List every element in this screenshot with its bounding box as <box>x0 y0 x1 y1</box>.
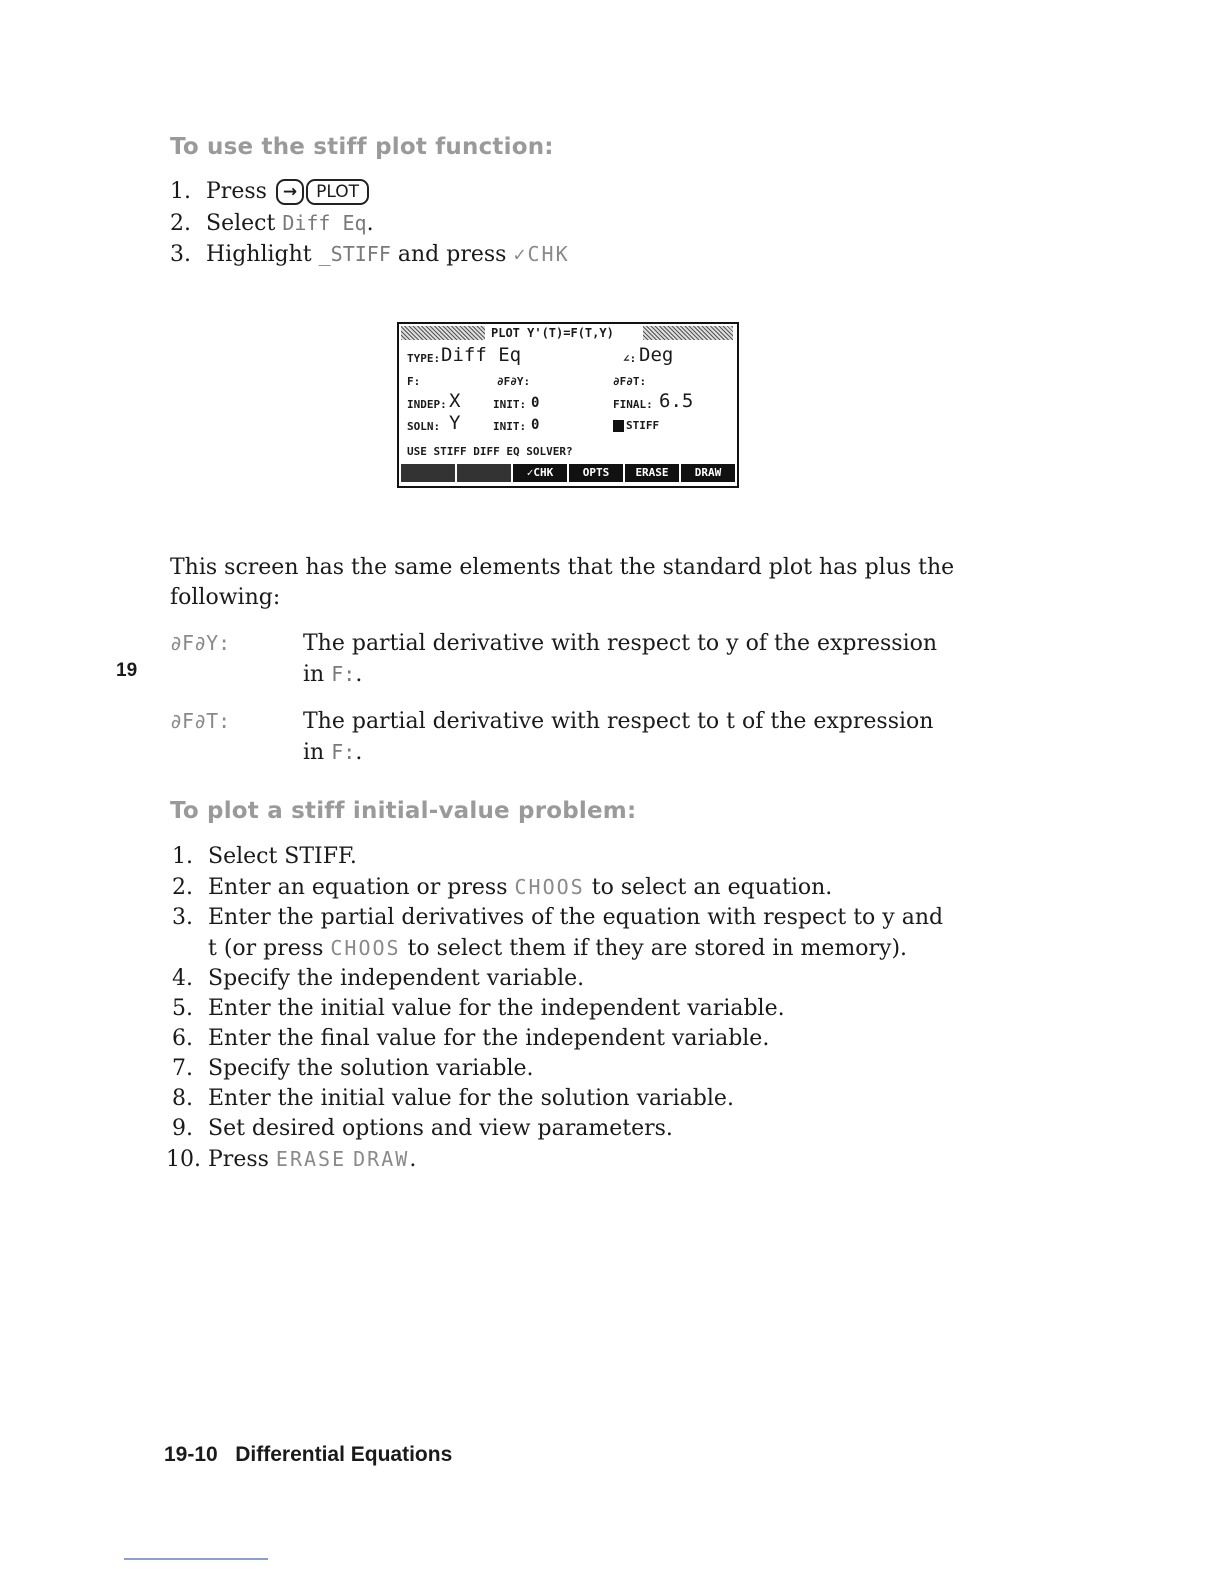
steps-list <box>166 842 944 1175</box>
right-shift-key-icon: → <box>276 179 304 205</box>
step-3: 3. Highlight _STIFF and press ✓CHK <box>170 242 570 267</box>
step2-8: 8. Enter the initial value for the solution variable. <box>172 1086 734 1111</box>
title-hatch-left <box>401 326 485 340</box>
chk-menu-key: ✓CHK <box>513 242 570 266</box>
page-number: 19-10 <box>164 1443 218 1466</box>
step2-3: 3. Enter the partial derivatives of the equation with respect to y and <box>172 905 944 930</box>
angle-value-field[interactable]: Deg <box>639 344 674 366</box>
final-label: FINAL: <box>613 398 653 411</box>
angle-symbol: ∠: <box>623 352 637 365</box>
menu-key-opts[interactable]: OPTS <box>569 464 623 482</box>
final-value-field[interactable]: 6.5 <box>659 390 694 412</box>
step-2: 2. Select Diff Eq. <box>170 211 374 236</box>
checkbox-icon <box>613 420 624 432</box>
type-value-field[interactable]: Diff Eq <box>441 344 522 366</box>
screen-prompt: USE STIFF DIFF EQ SOLVER? <box>407 445 573 458</box>
step2-7: 7. Specify the solution variable. <box>172 1056 534 1081</box>
screen-description: This screen has the same elements that the standard plot has plus the following: <box>170 555 955 610</box>
init-value-field[interactable]: 0 <box>531 395 540 411</box>
menu-key-draw[interactable]: DRAW <box>681 464 735 482</box>
page-footer <box>164 1443 452 1467</box>
screen-menu-bar <box>401 464 735 482</box>
screen-title: PLOT Y'(T)=F(T,Y) <box>491 326 614 340</box>
erase-menu-key: ERASE <box>275 1147 347 1171</box>
menu-key-2[interactable] <box>457 464 511 482</box>
indep-value-field[interactable]: X <box>449 390 461 412</box>
dfdy-label: ∂F∂Y: <box>497 375 531 388</box>
menu-key-1[interactable] <box>401 464 455 482</box>
step2-2: 2. Enter an equation or press CHOOS to select an equation. <box>172 875 833 900</box>
init2-label: INIT: <box>493 420 527 433</box>
step2-1: 1. Select STIFF. <box>172 844 357 869</box>
def-text-dfdt: The partial derivative with respect to t of the expression in F:. <box>303 709 934 765</box>
init2-value-field[interactable]: 0 <box>531 417 540 433</box>
dfdt-label: ∂F∂T: <box>613 375 647 388</box>
step2-3-cont: t (or press CHOOS to select them if they are stored in memory). <box>208 936 908 961</box>
plot-key: PLOT <box>306 179 369 205</box>
step-1: 1. Press → PLOT <box>170 177 369 207</box>
step2-4: 4. Specify the independent variable. <box>172 966 585 991</box>
init-label: INIT: <box>493 398 527 411</box>
section-heading-stiff-ivp: To plot a stiff initial-value problem: <box>170 798 637 824</box>
f-label: F: <box>407 375 421 388</box>
title-hatch-right <box>643 326 733 340</box>
draw-menu-key: DRAW <box>353 1147 410 1171</box>
indep-label: INDEP: <box>407 398 447 411</box>
soln-label: SOLN: <box>407 420 441 433</box>
bottom-rule <box>124 1558 268 1560</box>
def-text-dfdy: The partial derivative with respect to y of the expression in F:. <box>303 631 938 687</box>
chapter-tab: 19 <box>116 660 138 681</box>
step2-9: 9. Set desired options and view parameters. <box>172 1116 673 1141</box>
chapter-title: Differential Equations <box>235 1443 453 1466</box>
choos-menu-key-2: CHOOS <box>330 936 401 960</box>
def-term-dfdy: ∂F∂Y: <box>170 631 231 655</box>
step2-10: 10. Press ERASE DRAW. <box>166 1147 417 1172</box>
step2-5: 5. Enter the initial value for the independent variable. <box>172 996 785 1021</box>
def-term-dfdt: ∂F∂T: <box>170 709 231 733</box>
type-label: TYPE: <box>407 352 441 365</box>
step2-6: 6. Enter the final value for the independent variable. <box>172 1026 770 1051</box>
calculator-screen <box>397 322 739 488</box>
menu-key-erase[interactable]: ERASE <box>625 464 679 482</box>
menu-key-chk[interactable]: ✓CHK <box>513 464 567 482</box>
section-heading-stiff-plot: To use the stiff plot function: <box>170 134 554 160</box>
soln-value-field[interactable]: Y <box>449 412 461 434</box>
stiff-checkbox[interactable]: STIFF <box>613 419 659 432</box>
choos-menu-key: CHOOS <box>514 875 585 899</box>
